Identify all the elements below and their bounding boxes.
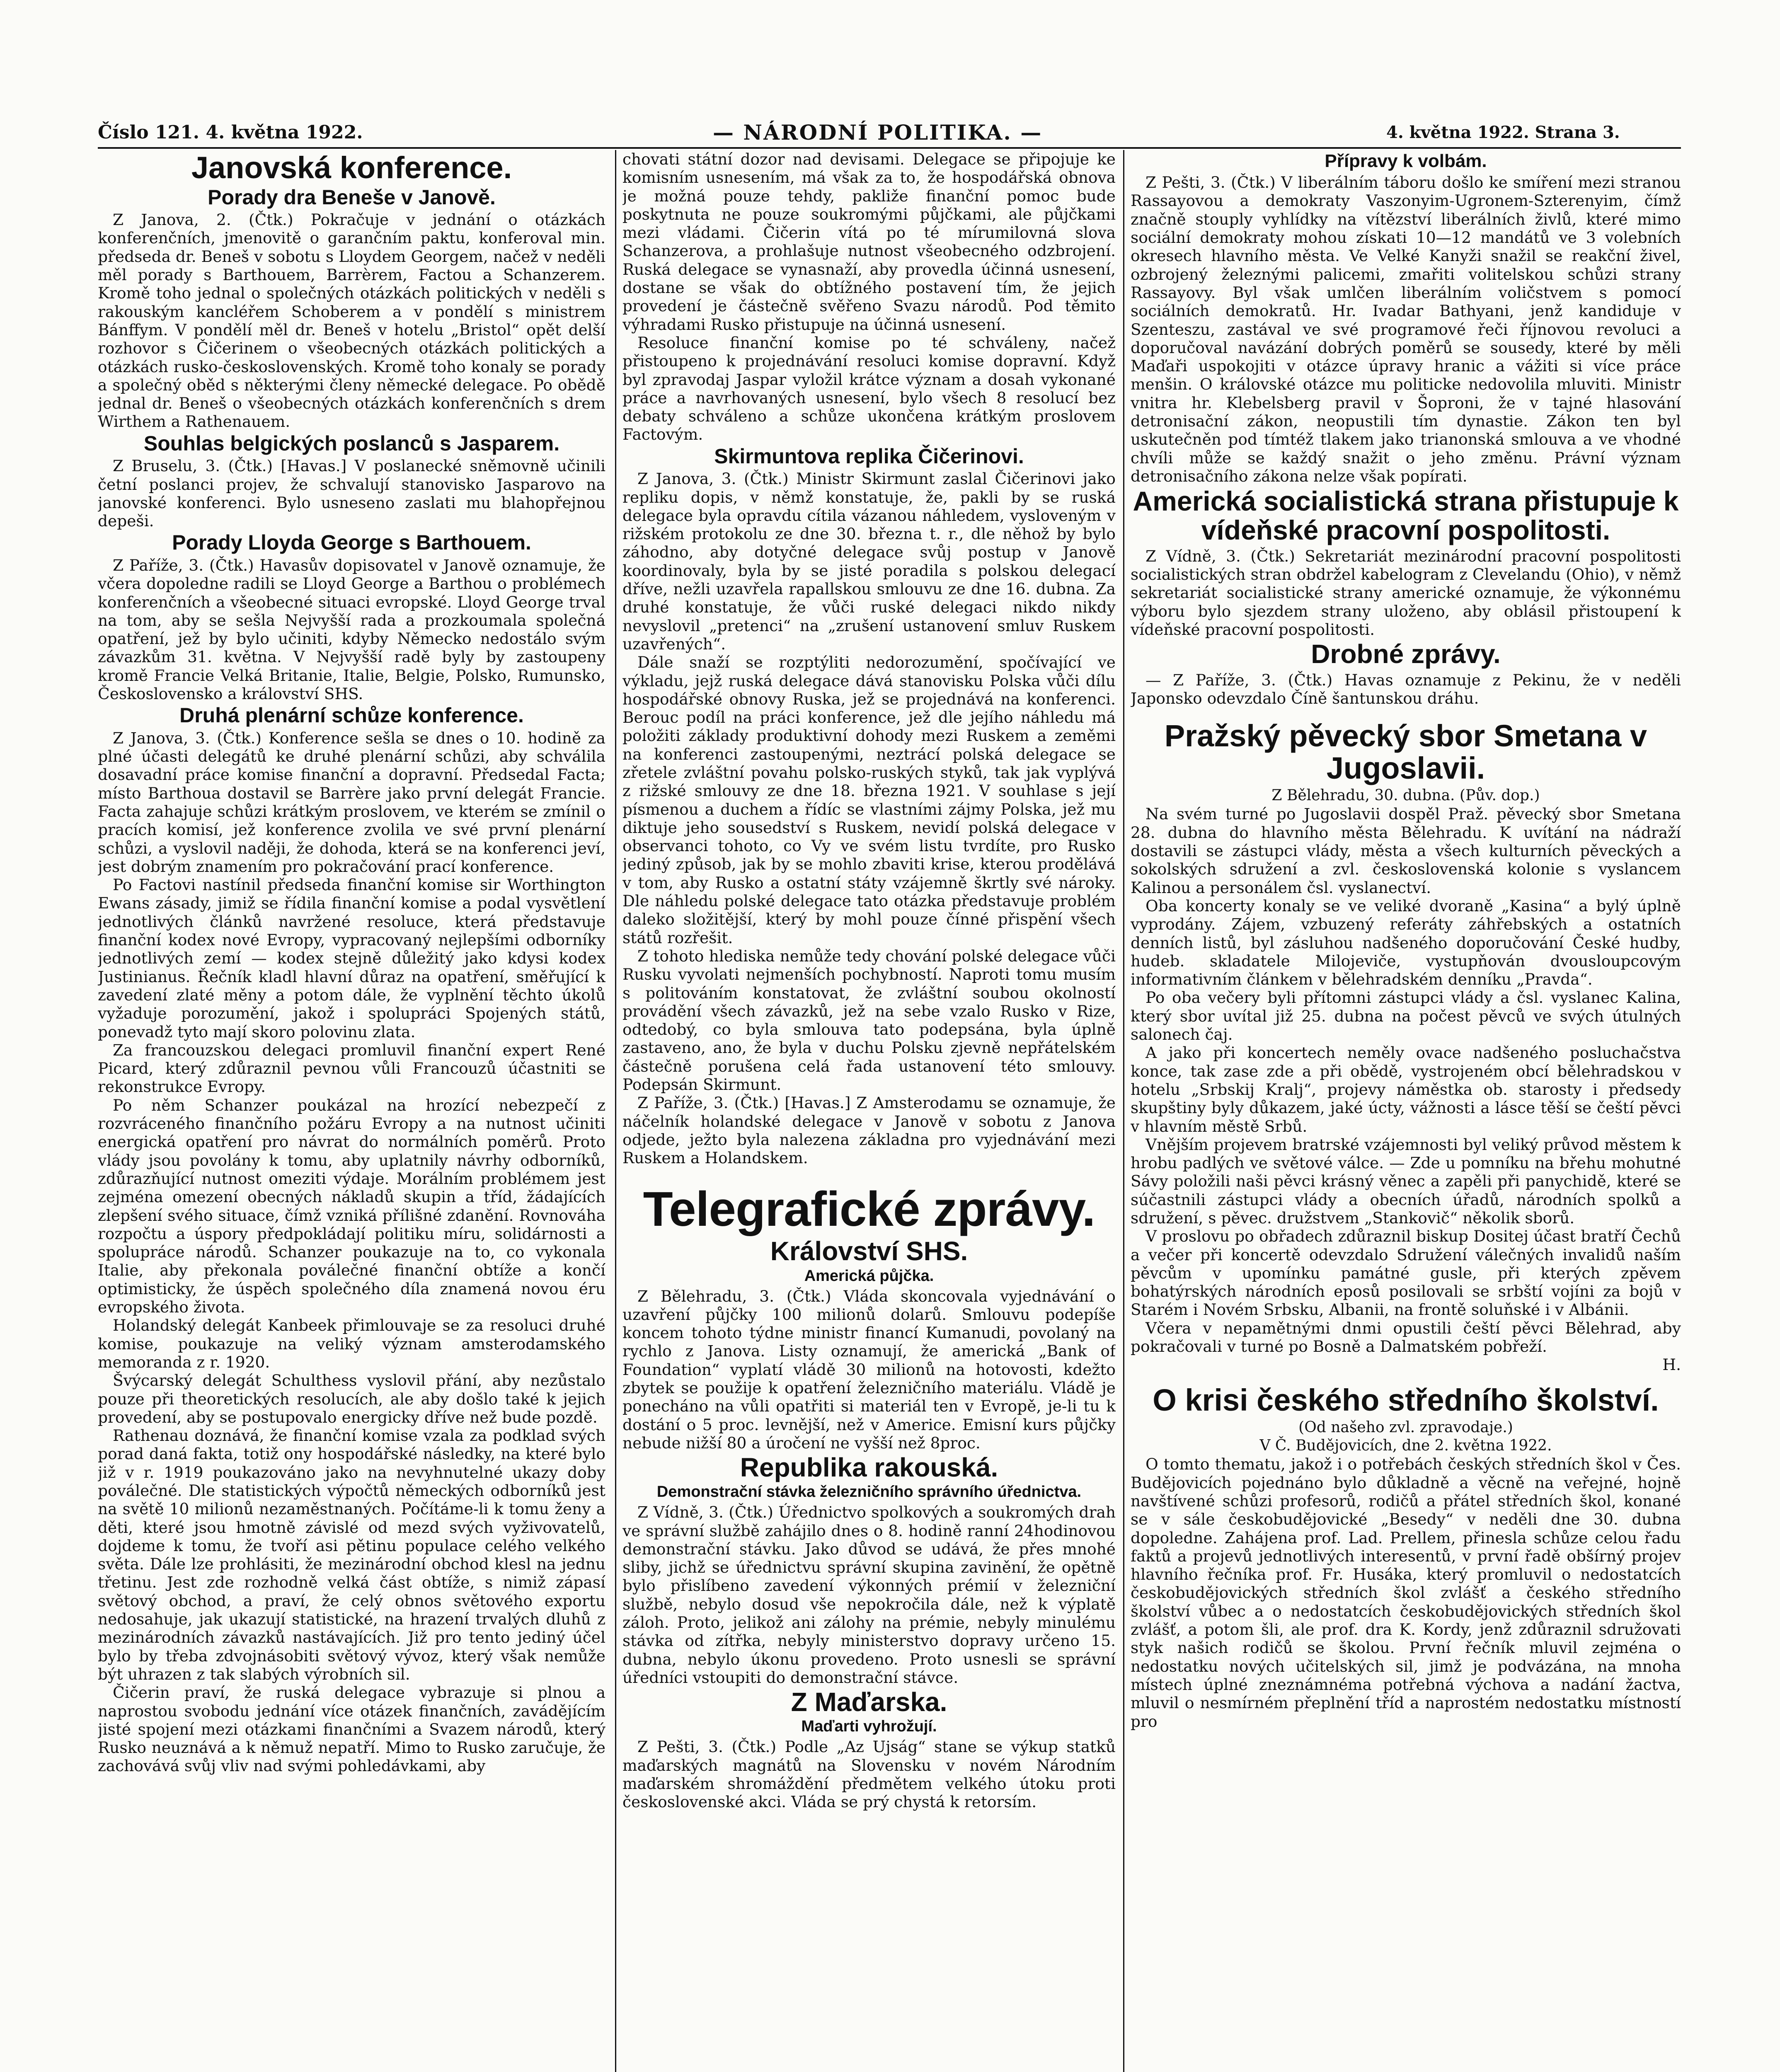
article-paragraph: Po něm Schanzer poukázal na hrozící nebezpečí z rozvráceného finančního požáru Evropy a na nutnost učiniti energická opatření pro návrat do normálních poměrů. Proto vlády jsou povolány k tomu, aby uplatnily návrhy odborníků, zdůrazňující nutnost omeziti výdaje. Morálním problémem jest zejména omezení obecných nákladů skupin a tříd, žádajících zlepšení svého situace, čímž vzniká přílišné zdanění. Rovnováha rozpočtu a úspory předpokládají politiku míru, solidárnosti a spolupráce národů. Schanzer poukazuje na to, co vykonala Italie, aby překonala poválečné finanční obtíže a končí optimisticky, že úspěch společného díla znamená novou éru evropského života. [98, 1096, 605, 1317]
section-title: Pražský pěvecký sbor Smetana v Jugoslavii. [1164, 719, 1647, 785]
article-paragraph: Z Paříže, 3. (Čtk.) [Havas.] Z Amsterodamu se oznamuje, že náčelník holandské delegace v Janově v sobotu z Janova odjede, ježto byla nalezena základna pro vyjednávání mezi Ruskem a Holandskem. [622, 1094, 1116, 1167]
byline: (Od našeho zvl. zpravodaje.) [1298, 1419, 1513, 1436]
article-paragraph: Oba koncerty konaly se ve veliké dvoraně „Kasina“ a bylý úplně vyprodány. Zájem, vzbuzený referáty záhřebských a ostatních denních listů, byl zásluhou nadšeného doporučování České hudby, hudeb. skladatele Milojeviče, vystupňován dvousloupcovým informativním článkem v bělehradském denníku „Pravda“. [1131, 896, 1681, 989]
article-paragraph: Z Vídně, 3. (Čtk.) Úřednictvo spolkových a soukromých drah ve správní službě zahájilo dnes o 8. hodině ranní 24hodinovou demonstrační stávku. Jako důvod se udává, že přes mnohé sliby, jichž se úřednictvu správní skupina zavinění, že opětně bylo přislíbeno zavedení výkonných prémií v železniční službě, nebylo dosud vše nepokročila dále, než k výplatě záloh. Proto, jelikož ani zálohy na prémie, nebyly minulému stávka od zítřka, nebyly ministerstvo dopravy určeno 15. dubna, nebylo úkonu provedeno. Proto usnesli se správní úředníci vstoupiti do demonstrační stávce. [622, 1503, 1116, 1687]
article-paragraph: Z Bruselu, 3. (Čtk.) [Havas.] V poslanecké sněmovně učinili četní poslanci projev, že schvalují stanovisko Jasparovo na janovské konferenci. Bylo usneseno zaslati mu blahopřejnou depeši. [98, 457, 605, 530]
masthead: — NÁRODNÍ POLITIKA. — [713, 120, 1043, 145]
column-divider [615, 150, 616, 2072]
article-paragraph: Dále snaží se rozptýliti nedorozumění, spočívající ve výkladu, jejž ruská delegace dává stanovisku Polska vůči dílu hospodářské obnovy Ruska, jež se projednává na konferenci. Berouc podíl na práci konference, jež dle jejího náhledu má položiti základy produktivní dohody mezi Ruskem a zeměmi na konferenci zastoupenými, neztrácí polská delegace se zřetele zvláštní povahu polsko-ruských styků, tak jak vyplývá z rižské smlouvy ze dne 18. března 1921. V souhlase s její písmenou a duchem a řídíc se vlastními zájmy Polska, jež mu diktuje jeho sousedství s Ruskem, nevidí polská delegace v observanci tohoto, co Vy ve svém listu tvrdíte, pro Rusko jediný způsob, jak by se mohlo zbaviti krise, kterou prodělává v tom, aby Rusko a ostatní státy vzájemně škrtly své nároky. Dle náhledu polské delegace tato otázka představuje problém daleko složitější, který by mohl pouze čínné přispění všech států rozřešit. [622, 653, 1116, 947]
section-heading: Druhá plenární schůze konference. [179, 704, 524, 727]
article-paragraph: chovati státní dozor nad devisami. Delegace se připojuje ke komisním usnesením, má však za to, že hospodářská obnova je možná pouze tehdy, pakliže finanční pomoc bude poskytnuta ne pouze soukromými půjčkami, ale půjčkami mezi vládami. Čičerin vítá po té mírumilovná slova Schanzerova, a prohlašuje nutnost všeobecného odzbrojení. Ruská delegace se vynasnaží, aby provedla účinná usnesení, dostane se však do obtížného postavení tím, že jejich provedení je částečně svěřeno Svazu národů. Pod těmito výhradami Rusko přistupuje na účinná usnesení. [622, 150, 1116, 334]
article-paragraph: O tomto thematu, jakož i o potřebách českých středních škol v Čes. Budějovicích pojednáno bylo důkladně a věcně na veřejné, hojně navštívené schůzi profesorů, rodičů a přátel středních škol, konané se v sále českobudějovické „Besedy“ v neděli dne 30. dubna dopoledne. Zahájena prof. Lad. Prellem, přinesla schůze celou řadu faktů a projevů jednotlivých interesentů, v první řadě obšírný projev hlavního řečníka prof. Fr. Husáka, který promluvil o nedostatcích českobudějovických středních škol zvlášť a českého středního školství vůbec a o nedostatcích českobudějovických středních škol zvlášť, a potom šli, ale prof. dra K. Kordy, jenž zdůraznil sdružovati styk našich rodičů se školou. První řečník mluvil zejména o nedostatku nových učitelských sil, jimž je podvázána, na mnoha místech úplné zneznámnéma potřebná výchova a nadání žactva, mluvil o nesmírném přeplnění tříd a naprostém nedostatku místností pro [1131, 1455, 1681, 1731]
article-paragraph: Za francouzskou delegaci promluvil finanční expert René Picard, který zdůraznil pevnou vůli Francouzů účastniti se rekonstrukce Evropy. [98, 1041, 605, 1096]
section-title: O krisi českého středního školství. [1153, 1382, 1659, 1417]
article-paragraph: A jako při koncertech neměly ovace nadšeného posluchačstva konce, tak zase zde a při obědě, vystrojeném obcí bělehradskou v hotelu „Srbskij Kralj“, projevy náměstka ob. starosty i předsedy skupštiny byly důkazem, jaké úcty, vážnosti a lásce těší se čeští pěvci v hlavním městě Srbů. [1131, 1043, 1681, 1135]
column-2 [622, 150, 1116, 2072]
article-paragraph: Z Janova, 3. (Čtk.) Ministr Skirmunt zaslal Čičerinovi jako repliku dopis, v němž konstatuje, že, pakli by se ruská delegace byla opravdu cítila vázanou náhledem, vysloveným v rižském protokolu ze dne 30. března t. r., dle něhož by bylo záhodno, aby dotyčné delegace svůj postup v Janově koordinovaly, byla by se jisté poradila s polskou delegací dříve, nežli uzavřela rapallskou smlouvu ze dne 16. dubna. Za druhé konstatuje, že vůči ruské delegaci nikdo nikdy nevyslovil „pretenci“ na „zrušení ustanovení smluv Ruskem uzavřených“. [622, 470, 1116, 653]
article-paragraph: Švýcarský delegát Schulthess vyslovil přání, aby nezůstalo pouze při theoretických resolucích, ale aby došlo také k jejich provedení, aby se postupovalo energicky dříve než bude pozdě. [98, 1371, 605, 1426]
article-paragraph: Z Janova, 2. (Čtk.) Pokračuje v jednání o otázkách konferenčních, jmenovitě o garančním paktu, konferoval min. předseda dr. Beneš v sobotu s Lloydem Georgem, načež v neděli měl porady s Barthouem, Barrèrem, Factou a Schanzerem. Kromě toho jednal o společných otázkách politických v neděli s rakouským kancléřem Schoberem a v pondělí s ministrem Bánffym. V pondělí měl dr. Beneš v hotelu „Bristol“ opět delší rozhovor s Čičerinem o všeobecných otázkách politických a otázkách rusko-československých. Kromě toho konaly se porady a společný oběd s některými členy německé delegace. Po obědě jednal dr. Beneš o všeobecných otázkách konferenčních s drem Wirthem a Rathenauem. [98, 211, 605, 431]
page-number: 4. května 1922. Strana 3. [1386, 123, 1620, 142]
column-3 [1131, 150, 1681, 2072]
section-heading: Skirmuntova replika Čičerinovi. [714, 444, 1024, 468]
column-1 [98, 150, 605, 2072]
section-heading: Přípravy k volbám. [1325, 151, 1487, 171]
dateline: V Č. Budějovicích, dne 2. května 1922. [1259, 1437, 1552, 1455]
article-paragraph: Z Janova, 3. (Čtk.) Konference sešla se dnes o 10. hodině za plné účasti delegátů ke druhé plenární schůzi, aby schválila dosavadní práce komise finanční a dopravní. Předsedal Facta; místo Barthoua dostavil se Barrère jako první delegát Francie. Facta zahajuje schůzi krátkým proslovem, ve kterém se zmínil o pracích komisí, jež konference zvolila ve své první plenární schůzi, a vyslovil naději, že dohoda, která se na konferenci jeví, jest dobrým znamením pro pokračování prací konference. [98, 729, 605, 876]
section-heading: Porady Lloyda George s Barthouem. [172, 531, 531, 554]
header-rule [98, 147, 1681, 149]
article-paragraph: Rathenau doznává, že finanční komise vzala za podklad svých porad daná fakta, totiž ony hospodářské následky, na které bylo již v r. 1919 poukazováno jako na nevyhnutelné ukazy doby poválečné. Dle statistických výpočtů německých odborníků jest na světě 10 milionů nezaměstnaných. Počítáme-li k tomu ženy a děti, které jsou hmotně závislé od mezd svých vyživovatelů, dojdeme k tomu, že tvoří asi pětinu populace celého velkého světa. Dále lze prohlásiti, že mezinárodní obchod klesl na jednu třetinu. Jest zde rozhodně velká část obtíže, s nimiž zápasí světový obchod, a praví, že celý obnos světového exportu nedosahuje, jak ukazují statistické, na hrazení trvalých dluhů z mezinárodních závazků nastávajících. Již pro tento jediný účel bylo by třeba zdvojnásobiti světový vývoz, který však nemůže být uhrazen z tak slabých výrobních sil. [98, 1426, 605, 1683]
section-heading: Porady dra Beneše v Janově. [208, 185, 496, 209]
section-title: Telegrafické zprávy. [643, 1181, 1095, 1237]
article-paragraph: V proslovu po obřadech zdůraznil biskup Dositej účast bratří Čechů a večer při koncertě odevzdalo Sdružení válečných invalidů naším pěvcům v upomínku památné gusle, při kterých zpěvem bohatýrských národních eposů posilovali se srbští vojíni za bojů v Starém i Novém Srbsku, Albanii, na frontě soluňské i v Albánii. [1131, 1227, 1681, 1319]
article-paragraph: Vnějším projevem bratrské vzájemnosti byl veliký průvod městem k hrobu padlých ve světové válce. — Zde u pomníku na břehu mohutné Sávy položili naši pěvci krásný věnec a zapěli při panychidě, které se súčastnili zástupci vlády a obecních úřadů, národních spolků a sdružení, s pěvec. družstvem „Stankovič“ několik sborů. [1131, 1135, 1681, 1227]
article-title: Janovská konference. [191, 150, 512, 185]
section-title: Americká socialistická strana přistupuje k vídeňské pracovní pospolitosti. [1133, 486, 1679, 545]
issue-number: Číslo 121. 4. května 1922. [98, 122, 363, 143]
article-paragraph: Holandský delegát Kanbeek přimlouvaje se za resoluci druhé komise, poukazuje na veliký význam amsterodamského memoranda z r. 1920. [98, 1316, 605, 1371]
article-paragraph: Čičerin praví, že ruská delegace vybrazuje si plnou a naprostou svobodu jednání více otázek finančních, zavádějícím jisté spojení mezi otázkami finančními a Svazem národů, který Rusko neuznává a k němuž nepatří. Mimo to Rusko zaručuje, že zachovává svůj vliv nad svými pohledávkami, aby [98, 1683, 605, 1775]
sub-heading: Demonstrační stávka železničního správního úřednictva. [656, 1483, 1082, 1501]
article-paragraph: Z tohoto hlediska nemůže tedy chování polské delegace vůči Rusku vyvolati nejmenších pochybností. Naproti tomu musím s politováním konstatovat, že zvláštní soubou okolností provádění všech závazků, jež na sebe vzalo Rusko v Rize, odtedobý, co byla smlouva tato podepsána, byla úplně zastaveno, ano, že byla v duchu Polsku zjevně nepřátelském částečně porušena celá řada ustanovení této smlouvy. Podepsán Skirmunt. [622, 946, 1116, 1094]
sub-heading: Americká půjčka. [804, 1267, 934, 1285]
article-paragraph: Včera v nepamětnými dnmi opustili čeští pěvci Bělehrad, aby pokračovali v turné po Bosně a Dalmatském pobřeží. [1131, 1319, 1681, 1356]
dateline: Z Bělehradu, 30. dubna. (Pův. dop.) [1271, 787, 1540, 804]
article-paragraph: Z Pešti, 3. (Čtk.) Podle „Az Ujság“ stane se výkup statků maďarských magnátů na Slovensku v novém Národním maďarském shromáždění předmětem velkého útoku proti československé akci. Vláda se prý chystá k retorsím. [622, 1738, 1116, 1811]
section-heading: Drobné zprávy. [1311, 639, 1501, 669]
article-paragraph: Z Pešti, 3. (Čtk.) V liberálním táboru došlo ke smíření mezi stranou Rassayovou a demokraty Vaszonyim-Ugronem-Szterenyim, čímž značně stouply vyhlídky na vítězství liberálních živlů, které mimo sociální demokraty mohou získati 10—12 mandátů ve 3 volebních okresech hlavního města. Ve Velké Kanyži snažil se reakční živel, ozbrojený železnými palicemi, zmařiti volitelskou schůzi strany Rassayovy. Byl však umlčen liberálním voličstvem s pomocí sociálních demokratů. Hr. Ivadar Bathyani, jenž kandiduje v Szenteszu, zastával ve své programové řeči říjnovou revoluci a doporučoval navázání dobrých poměrů se sousedy, které by měli Maďaři uspokojiti v otázce úpravy hranic a vážiti si více práce menšin. O královské otázce mu politicke nedovolila mluviti. Ministr vnitra hr. Klebelsberg pravil v Šoproni, že v tajné hlasování detronisační zákon, neopustili tím dynastie. Zákon ten byl uskutečněn pod tímtéž tlakem jako trianonská smlouva a ve vhodné chvíli může se každý snažit o jeho změnu. Právní význam detronisačního zákona nelze však popírati. [1131, 173, 1681, 485]
article-paragraph: — Z Paříže, 3. (Čtk.) Havas oznamuje z Pekinu, že v neděli Japonsko odevzdalo Číně šantunskou dráhu. [1131, 670, 1681, 707]
article-paragraph: Z Bělehradu, 3. (Čtk.) Vláda skoncovala vyjednávání o uzavření půjčky 100 milionů dolarů. Smlouvu podepíše koncem tohoto týdne ministr financí Kumanudi, povolaný na rychlo z Janova. Listy oznamují, že americká „Bank of Foundation“ vyplatí vládě 30 milionů na hotovosti, kdežto zbytek se použije k opatření železničního materiálu. Vládě je ponecháno na vůli opatřiti si materiál ten v Evropě, je-li tu k dostání o 5 proc. levnější, než v Americe. Emisní kurs půjčky nebude nižší 80 a úročení ne vyšší než 8proc. [622, 1287, 1116, 1452]
section-heading: Souhlas belgických poslanců s Jasparem. [143, 431, 560, 455]
article-paragraph: Z Vídně, 3. (Čtk.) Sekretariát mezinárodní pracovní pospolitosti socialistických stran obdržel kabelogram z Clevelandu (Ohio), v němž sekretariát socialistické strany americké oznamuje, že výkonnému výboru bylo sjezdem strany uloženo, aby oblásil přistoupení k vídeňské pracovní pospolitosti. [1131, 547, 1681, 639]
section-heading: Z Maďarska. [791, 1687, 947, 1717]
column-divider [1123, 150, 1124, 2072]
section-heading: Republika rakouská. [740, 1452, 998, 1483]
article-paragraph: Z Paříže, 3. (Čtk.) Havasův dopisovatel v Janově oznamuje, že včera dopoledne radili se Lloyd George a Barthou o problémech konferenčních a všeobecné situaci evropské. Lloyd George trval na tom, aby se sešla Nejvyšší rada a prozkoumala společná opatření, jež by bylo učiniti, kdyby Německo nedostálo svým závazkům 31. května. V Nejvyšší radě byly by zastoupeny kromě Francie Velká Britanie, Italie, Belgie, Polsko, Rumunsko, Československo a království SHS. [98, 556, 605, 703]
article-paragraph: Resoluce finanční komise po té schváleny, načež přistoupeno k projednávání resoluci komise dopravní. Když byl zpravodaj Jaspar vyložil krátce význam a dosah vykonané práce a navrhovaných usnesení, bylo všech 8 resolucí bez debaty schváleno a schůze ukončena krátkým proslovem Factovým. [622, 333, 1116, 444]
sub-heading: Maďarti vyhrožují. [801, 1718, 937, 1736]
author-signature: H. [1662, 1356, 1681, 1374]
article-paragraph: Po Factovi nastínil předseda finanční komise sir Worthington Ewans zásady, jimiž se řídila finanční komise a podal vysvětlení jednotlivých článků navržené resoluce, která představuje finanční kodex nové Evropy, vypracovaný nejlepšími odborníky jednotlivých zemí — kodex stejně důležitý jako kdysi kodex Justinianus. Řečník kladl hlavní důraz na opatření, směřující k zavedení zlaté měny a potom dále, že vyplnění těchto úkolů vyžaduje porozumění, jakož i spolupráci Spojených států, ponevadž tyto mají skoro polovinu zlata. [98, 876, 605, 1041]
article-paragraph: Po oba večery byli přítomni zástupci vlády a čsl. vyslanec Kalina, který sbor uvítal již 25. dubna na počest pěvců ve svých útulných salonech čaj. [1131, 988, 1681, 1044]
article-paragraph: Na svém turné po Jugoslavii dospěl Praž. pěvecký sbor Smetana 28. dubna do hlavního města Bělehradu. K uvítání na nádraží dostavili se zástupci vlády, města a všech kulturních pěveckých a sokolských sdružení a zvl. československá kolonie s vyslancem Kalinou a personálem čsl. vyslanectví. [1131, 805, 1681, 897]
section-heading: Království SHS. [770, 1236, 968, 1266]
